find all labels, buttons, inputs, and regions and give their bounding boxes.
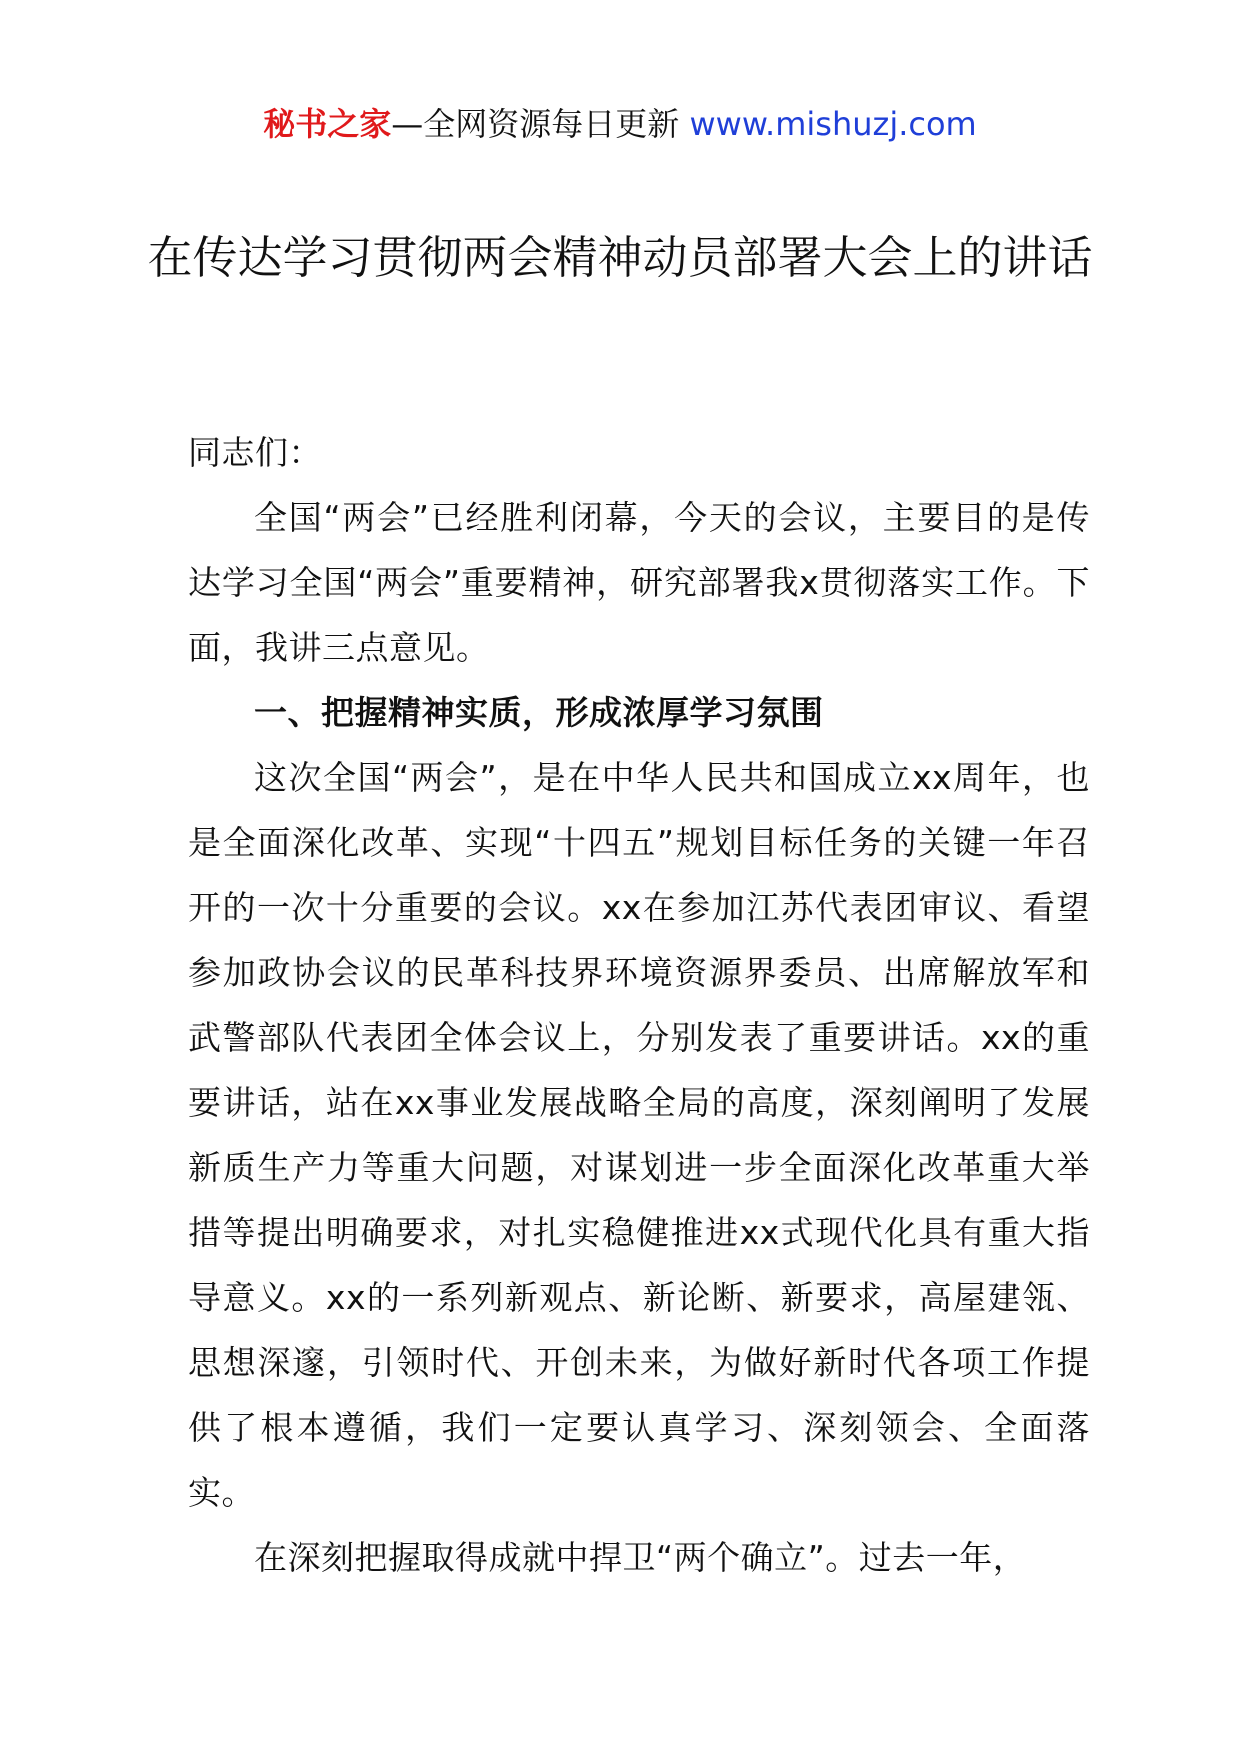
site-url[interactable]: www.mishuzj.com [689,105,977,143]
salutation: 同志们： [188,433,322,472]
site-brand: 秘书之家 [263,105,392,143]
document-body [188,420,1090,1590]
section-heading: 一、把握精神实质，形成浓厚学习氛围 [254,693,824,732]
site-header [0,104,1240,144]
paragraph: 这次全国“两会”，是在中华人民共和国成立xx周年，也是全面深化改革、实现“十四五”规划目标任务的关键一年召开的一次十分重要的会议。xx在参加江苏代表团审议、看望参加政协会议的民革科技界环境资源界委员、出席解放军和武警部队代表团全体会议上，分别发表了重要讲话。xx的重要讲话，站在xx事业发展战略全局的高度，深刻阐明了发展新质生产力等重大问题，对谋划进一步全面深化改革重大举措等提出明确要求，对扎实稳健推进xx式现代化具有重大指导意义。xx的一系列新观点、新论断、新要求，高屋建瓴、思想深邃，引领时代、开创未来，为做好新时代各项工作提供了根本遵循，我们一定要认真学习、深刻领会、全面落实。 [188,758,1090,1512]
site-tagline: —全网资源每日更新 [391,105,690,143]
document-title: 在传达学习贯彻两会精神动员部署大会上的讲话 [147,231,1093,284]
paragraph: 在深刻把握取得成就中捍卫“两个确立”。过去一年， [254,1538,1027,1577]
paragraph: 全国“两会”已经胜利闭幕，今天的会议，主要目的是传达学习全国“两会”重要精神，研究部署我x贯彻落实工作。下面，我讲三点意见。 [188,498,1090,667]
